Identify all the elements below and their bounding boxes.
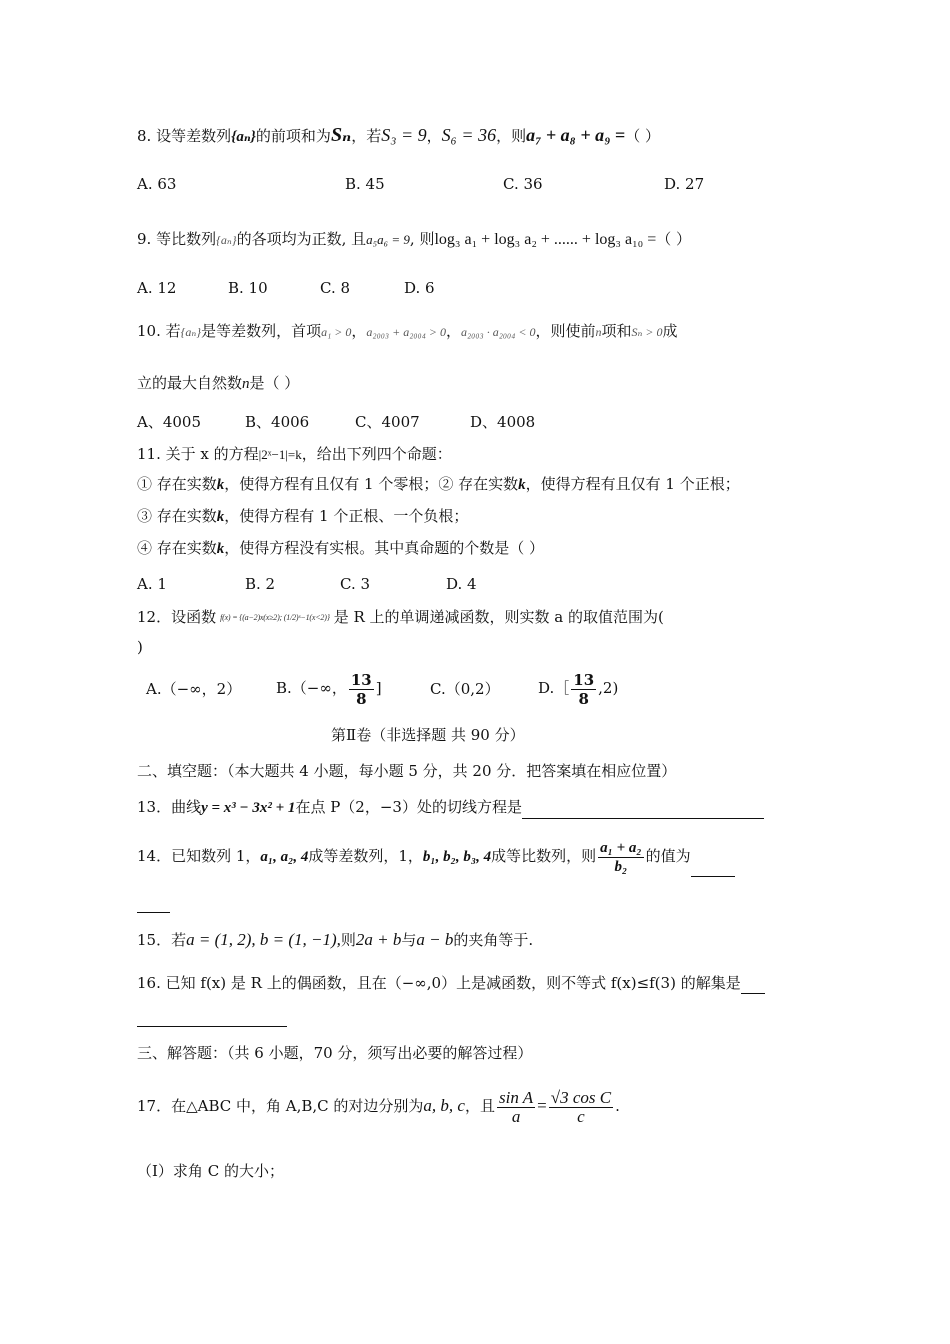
q12-option-b-num: 13 [350,670,372,689]
q9-answer-paren: （ ） [656,230,692,248]
q12-option-b-fraction [349,671,374,708]
q12-suffix: 是 R 上的单调递减函数，则实数 a 的取值范围为( [333,608,664,626]
q13-expression: y = x³ − 3x² + 1 [201,800,296,816]
q15-suffix: 的夹角等于. [453,931,534,949]
q12-option-d-den: 8 [578,689,589,708]
q12-option-b-pre: B.（−∞， [276,679,347,697]
q14-seq2: b₁, b₂, b₃, 4 [422,849,492,865]
q17-right-den: c [577,1106,585,1126]
q13-answer-blank[interactable] [522,802,764,819]
q16-answer-blank-continued[interactable] [137,1026,287,1027]
q17-mid: ，且 [464,1097,495,1115]
q14-answer-blank-continued[interactable] [137,896,170,913]
q11-proposition-3 [137,505,468,528]
q10-option-c: C、4007 [355,413,420,431]
q14-fraction-num: a₁ + a₂ [600,839,642,856]
q10-line2-n: n [242,376,250,392]
q8-answer-paren: （ ） [625,127,660,145]
q11-line1b: ，给出下列四个命题： [301,445,452,463]
q9-option-d: D. 6 [404,279,435,297]
q12-option-d [538,668,618,708]
q14-prefix: 14．已知数列 1， [137,847,261,865]
q12-option-d-post: ,2) [598,679,619,697]
q17-sides: a, b, c [423,1096,465,1115]
q10-line2-a: 立的最大自然数 [137,374,243,392]
q10-text2: ， [351,322,367,340]
q10-condition3: a₂₀₀₃ · a₂₀₀₄ < 0 [461,325,536,339]
q14-stem [137,836,735,877]
q9-prefix: 9. 等比数列 [137,230,217,248]
q16-answer-blank[interactable] [741,977,765,994]
q13-suffix: 在点 P（2，−3）处的切线方程是 [295,798,522,816]
q12-prefix: 12．设函数 [137,608,217,626]
q8-stem [137,124,660,148]
q8-option-d: D. 27 [664,175,705,193]
q8-sequence: {aₙ} [231,129,256,145]
q10-stem-line2 [137,372,299,395]
q15-expr1: 2a + b [355,930,402,949]
q13-prefix: 13．曲线 [137,798,202,816]
q14-answer-blank[interactable] [691,860,735,877]
part2-title: 第Ⅱ卷（非选择题 共 90 分） [331,726,525,744]
q17-left-num: sin A [498,1087,534,1107]
q8-mid: 的前项和为 [255,127,331,145]
q10-condition4: Sₙ > 0 [631,325,663,339]
q15-mid2: 与 [401,931,417,949]
q12-option-d-fraction [571,671,596,708]
q11-p3b: ，使得方程有 1 个正根、一个负根； [224,507,469,525]
q8-option-a: A. 63 [137,175,177,193]
q17-end: . [615,1097,620,1115]
q15-stem [137,929,533,951]
q12-option-d-num: 13 [573,670,595,689]
q11-option-c: C. 3 [340,575,371,593]
q11-proposition-4 [137,537,544,560]
q9-condition: a₅a₆ = 9 [366,232,410,247]
q17-equals: = [537,1096,547,1115]
q10-option-d: D、4008 [470,413,536,431]
q11-k4: k [216,541,225,557]
q15-vectors: a = (1, 2), b = (1, −1), [186,930,341,949]
q11-option-a: A. 1 [137,575,167,593]
q14-seq1: a₁, a₂, 4 [260,849,309,865]
q14-mid2: 成等比数列，则 [491,847,597,865]
q10-stem-line1 [137,320,678,343]
q16-text: 16. 已知 f(x) 是 R 上的偶函数，且在（−∞,0）上是减函数，则不等式 f(x)≤f(3) 的解集是 [137,974,741,992]
q11-p4b: ，使得方程没有实根。其中真命题的个数是（ ） [224,539,545,557]
q10-n: n [595,325,602,339]
q8-s6: S₆ = 36 [441,125,497,145]
q17-stem [137,1084,620,1128]
section2-heading: 二、填空题：（本大题共 4 小题，每小题 5 分，共 20 分．把答案填在相应位置） [137,762,677,780]
q9-sequence: {aₙ} [216,233,237,247]
q14-suffix: 的值为 [645,847,691,865]
q11-stem [137,443,452,466]
q12-option-b-den: 8 [356,689,367,708]
q10-option-a: A、4005 [137,413,202,431]
q12-option-d-pre: D.［ [538,679,570,697]
q9-option-b: B. 10 [228,279,268,297]
q12-option-b-post: ] [375,679,382,697]
q9-mid: 的各项均为正数, 且 [236,230,367,248]
q17-prefix: 17．在△ABC 中，角 A,B,C 的对边分别为 [137,1097,424,1115]
q10-condition1: a₁ > 0 [321,325,352,339]
q8-option-c: C. 36 [503,175,543,193]
q8-sn: Sₙ [330,124,352,146]
q12-piecewise-function: f(x) = {(a−2)x(x≥2); (1/2)ˣ−1(x<2)} [220,613,330,622]
q11-option-b: B. 2 [245,575,276,593]
q8-prefix: 8. 设等差数列 [137,127,232,145]
q10-sequence: {aₙ} [180,325,202,339]
q8-cond2: ，则 [496,127,527,145]
q8-option-b: B. 45 [345,175,385,193]
q14-mid: 成等差数列，1， [308,847,423,865]
q8-expression: a₇ + a₈ + a₉ = [526,125,626,145]
q11-k1: k [216,477,225,493]
q8-s3: S₃ = 9 [381,125,427,145]
q11-k2: k [518,477,526,493]
q9-stem [137,228,691,251]
q14-fraction [598,839,644,876]
q17-right-num: √3 cos C [550,1087,612,1107]
q11-p4: ④ 存在实数 [137,539,217,557]
q11-p1c: ，使得方程有且仅有 1 个正根； [525,475,740,493]
q11-p3: ③ 存在实数 [137,507,217,525]
q8-cond1: ，若 [351,127,382,145]
q11-equation: |2ˣ−1|=k [258,447,302,462]
q10-text5: 项和 [601,322,632,340]
q9-expression: log₃ a₁ + log₃ a₂ + ...... + log₃ a₁₀ = [434,231,657,248]
q12-close-paren: ) [137,638,143,656]
q10-option-b: B、4006 [245,413,310,431]
q12-option-b [276,668,382,708]
q10-text3: ， [445,322,461,340]
q12-stem [137,606,664,629]
q11-proposition-1-2 [137,473,740,496]
q15-prefix: 15．若 [137,931,187,949]
section3-heading: 三、解答题：（共 6 小题，70 分，须写出必要的解答过程） [137,1044,533,1062]
q14-fraction-den: b₂ [614,858,628,875]
q10-prefix: 10. 若 [137,322,181,340]
q10-condition2: a₂₀₀₃ + a₂₀₀₄ > 0 [366,325,446,339]
q9-then: , 则 [409,230,435,248]
q16-stem [137,972,765,994]
q15-expr2: a − b [416,930,454,949]
q10-text1: 是等差数列，首项 [201,322,322,340]
q17-left-fraction [497,1089,535,1126]
q11-p1b: ，使得方程有且仅有 1 个零根；② 存在实数 [224,475,519,493]
q12-option-c: C.（0,2） [430,680,500,698]
q15-mid: 则 [340,931,356,949]
q13-stem [137,796,764,819]
q10-text6: 成 [662,322,678,340]
q11-k3: k [216,509,225,525]
q11-option-d: D. 4 [446,575,477,593]
q17-right-fraction [549,1089,613,1126]
q17-part1: （Ⅰ）求角 C 的大小； [137,1162,284,1180]
q11-p1: ① 存在实数 [137,475,217,493]
q8-sep: ， [426,127,442,145]
q9-option-c: C. 8 [320,279,351,297]
q9-option-a: A. 12 [137,279,177,297]
q12-option-a: A.（−∞，2） [146,680,242,698]
q10-line2-b: 是（ ） [249,374,300,392]
q17-left-den: a [511,1106,521,1126]
q10-text4: ，则使前 [535,322,596,340]
q11-line1a: 11. 关于 x 的方程 [137,445,259,463]
